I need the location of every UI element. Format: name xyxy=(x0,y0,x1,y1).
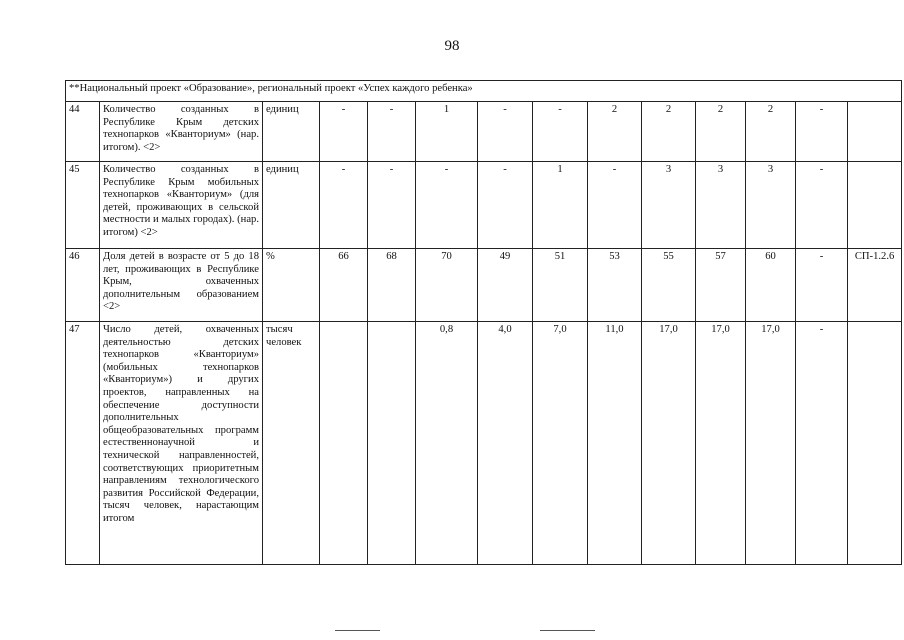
reference-code xyxy=(848,102,902,162)
indicator-value: 0,8 xyxy=(416,322,478,565)
indicator-value: - xyxy=(368,102,416,162)
indicator-value: 53 xyxy=(588,249,642,322)
indicator-value: 60 xyxy=(746,249,796,322)
indicator-value: - xyxy=(478,162,533,249)
table-row xyxy=(66,162,902,249)
indicator-value xyxy=(320,322,368,565)
indicator-value: - xyxy=(588,162,642,249)
indicator-value: 11,0 xyxy=(588,322,642,565)
indicator-value: 70 xyxy=(416,249,478,322)
indicator-value: 55 xyxy=(642,249,696,322)
indicator-value: 1 xyxy=(533,162,588,249)
indicator-value: - xyxy=(320,162,368,249)
indicator-value: 51 xyxy=(533,249,588,322)
indicator-value: 49 xyxy=(478,249,533,322)
indicator-value xyxy=(368,322,416,565)
indicator-value: 2 xyxy=(746,102,796,162)
reference-code xyxy=(848,322,902,565)
indicator-value: 2 xyxy=(642,102,696,162)
table-row xyxy=(66,322,902,565)
unit-of-measure: единиц xyxy=(263,102,320,162)
indicator-description: Количество созданных в Республике Крым мобильных технопарков «Кванториум» (для детей, проживающих в сельской местности и малых городах). (нар. итогом) <2> xyxy=(100,162,263,249)
row-number: 46 xyxy=(66,249,100,322)
indicator-value: 4,0 xyxy=(478,322,533,565)
indicator-value: 2 xyxy=(696,102,746,162)
table-row xyxy=(66,249,902,322)
indicator-value: - xyxy=(478,102,533,162)
section-header: **Национальный проект «Образование», региональный проект «Успех каждого ребенка» xyxy=(66,81,902,102)
row-number: 47 xyxy=(66,322,100,565)
indicator-value: - xyxy=(533,102,588,162)
indicator-value: - xyxy=(416,162,478,249)
unit-of-measure: % xyxy=(263,249,320,322)
indicator-description: Число детей, охваченных деятельностью детских технопарков «Кванториум» (мобильных технопарков «Кванториум») и других проектов, направленных на обеспечение доступности дополнительных общеобразовательных программ естественнонаучной и технической направленностей, соответствующих приоритетным направлениям технологического развития Российской Федерации, тысяч человек, нарастающим итогом xyxy=(100,322,263,565)
indicator-value: 17,0 xyxy=(746,322,796,565)
footer-line xyxy=(335,630,380,631)
indicator-value: 68 xyxy=(368,249,416,322)
page-number: 98 xyxy=(444,38,460,54)
indicator-value: 17,0 xyxy=(696,322,746,565)
reference-code: СП-1.2.6 xyxy=(848,249,902,322)
indicator-value: 17,0 xyxy=(642,322,696,565)
indicator-value: 7,0 xyxy=(533,322,588,565)
indicator-value: - xyxy=(796,322,848,565)
indicator-value: 2 xyxy=(588,102,642,162)
indicator-value: 3 xyxy=(642,162,696,249)
indicator-value: 3 xyxy=(746,162,796,249)
section-header-row xyxy=(66,81,902,102)
indicator-value: - xyxy=(796,102,848,162)
indicators-table xyxy=(65,80,902,565)
row-number: 45 xyxy=(66,162,100,249)
unit-of-measure: тысяч человек xyxy=(263,322,320,565)
indicator-description: Доля детей в возрасте от 5 до 18 лет, проживающих в Республике Крым, охваченных дополнительным образованием <2> xyxy=(100,249,263,322)
unit-of-measure: единиц xyxy=(263,162,320,249)
indicator-value: 57 xyxy=(696,249,746,322)
indicator-value: 1 xyxy=(416,102,478,162)
footer-line xyxy=(540,630,595,631)
indicator-value: - xyxy=(796,249,848,322)
row-number: 44 xyxy=(66,102,100,162)
indicator-value: 3 xyxy=(696,162,746,249)
indicator-value: - xyxy=(368,162,416,249)
indicator-value: 66 xyxy=(320,249,368,322)
indicator-description: Количество созданных в Республике Крым детских технопарков «Кванториум» (нар. итогом). <2> xyxy=(100,102,263,162)
footer-decoration xyxy=(0,630,904,636)
table-row xyxy=(66,102,902,162)
indicator-value: - xyxy=(320,102,368,162)
reference-code xyxy=(848,162,902,249)
indicator-value: - xyxy=(796,162,848,249)
